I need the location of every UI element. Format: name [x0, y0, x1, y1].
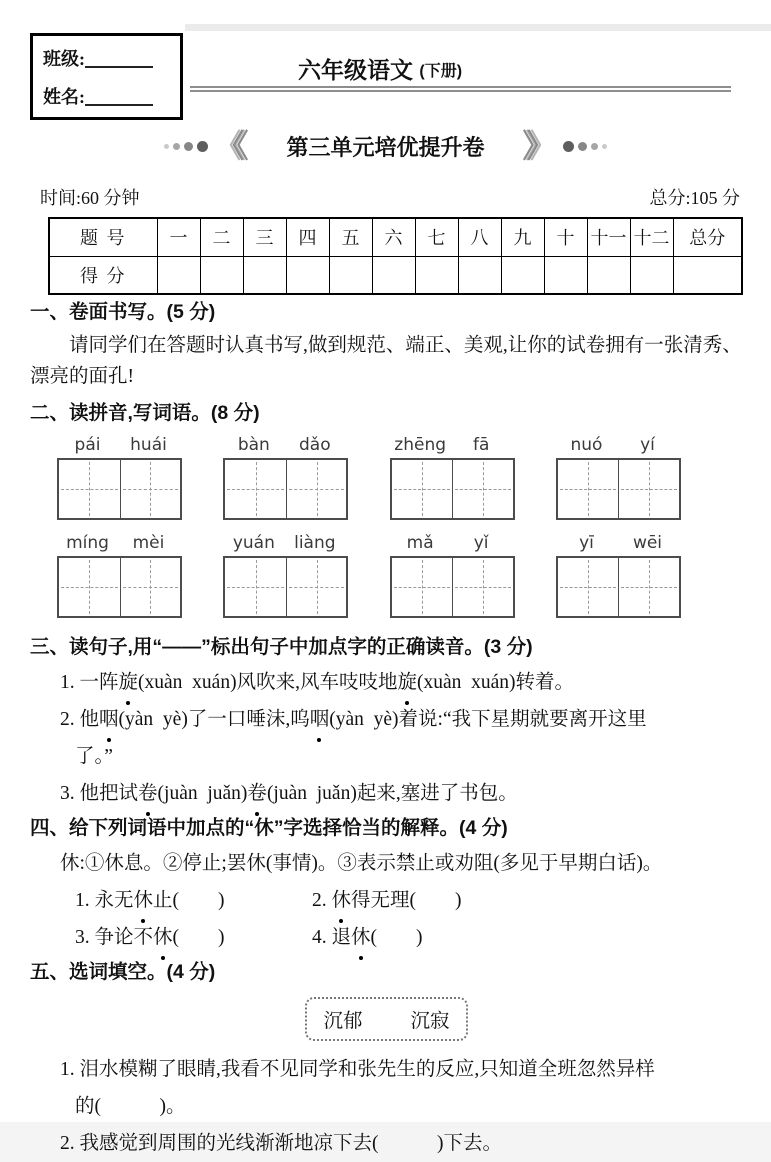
col-header: 五 [329, 218, 372, 256]
writing-cell [59, 558, 120, 616]
volume-label: (下册) [419, 63, 463, 80]
class-row [43, 45, 170, 71]
writing-cell [558, 558, 619, 616]
dot-icon [591, 143, 598, 150]
col-header: 十 [544, 218, 587, 256]
section2-heading: 二、读拼音,写词语。(8 分) [30, 402, 260, 424]
score-cell [157, 256, 200, 294]
sentence-item-2: 2. 他咽(yàn yè)了一口唾沫,呜咽(yàn yè)着说:“我下星期就要离开这里 [60, 701, 743, 738]
score-header: 得 分 [49, 256, 157, 294]
dot-icon [563, 141, 574, 152]
course-title: 六年级语文 (下册) [297, 57, 463, 83]
meta-row [40, 184, 740, 210]
name-row [43, 83, 170, 109]
section4-heading: 四、给下列词语中加点的“休”字选择恰当的解释。(4 分) [30, 817, 508, 839]
score-cell [544, 256, 587, 294]
writing-grid [223, 556, 348, 618]
banner-left-dots [164, 141, 208, 152]
scan-artifact-band [185, 24, 771, 31]
col-header: 七 [415, 218, 458, 256]
writing-grid [556, 458, 681, 520]
dot-icon [173, 143, 180, 150]
time-label: 时间:60 分钟 [40, 188, 140, 208]
writing-cell [225, 460, 286, 518]
writing-cell [558, 460, 619, 518]
word-choice-box-wrap [30, 997, 743, 1041]
exam-title: 第三单元培优提升卷 [286, 134, 485, 160]
pinyin-word-group [57, 435, 182, 520]
col-header: 二 [200, 218, 243, 256]
student-info-box [30, 33, 183, 120]
score-cell [458, 256, 501, 294]
pinyin-word-group [556, 533, 681, 618]
writing-cell [120, 558, 181, 616]
dotted-char: 休 [134, 882, 154, 919]
exam-title-banner [0, 130, 771, 162]
dot-icon [164, 144, 169, 149]
col-header: 八 [458, 218, 501, 256]
definition-item-4: 4. 退休( ) [312, 919, 743, 956]
pinyin-word-group [57, 533, 182, 618]
col-header: 十二 [630, 218, 673, 256]
writing-grid [390, 458, 515, 520]
name-blank-line [85, 88, 153, 106]
dotted-char: 休 [332, 882, 352, 919]
banner-right-dots [563, 141, 607, 152]
score-cell [630, 256, 673, 294]
col-header: 十一 [587, 218, 630, 256]
pinyin-word-group [390, 435, 515, 520]
score-cell [415, 256, 458, 294]
writing-grid [223, 458, 348, 520]
fill-item-1-wrap: 的( )。 [75, 1096, 186, 1117]
writing-cell [392, 558, 453, 616]
dotted-char: 旋 [397, 664, 417, 701]
pinyin-word-group [223, 533, 348, 618]
dot-icon [602, 144, 607, 149]
definition-item-2: 2. 休得无理( ) [312, 882, 743, 919]
pinyin-word-group [223, 435, 348, 520]
score-row [49, 256, 742, 294]
definition-item-1: 1. 永无休止( ) [75, 882, 312, 919]
score-cell [501, 256, 544, 294]
writing-grid [57, 458, 182, 520]
col-header: 总分 [673, 218, 742, 256]
writing-cell [120, 460, 181, 518]
writing-cell [286, 558, 347, 616]
col-header: 九 [501, 218, 544, 256]
class-label: 班级: [43, 49, 85, 69]
dotted-char: 休 [153, 919, 173, 956]
question-number-row [49, 218, 742, 256]
pinyin-labels: yuán liàng [232, 533, 336, 553]
section3-heading: 三、读句子,用“——”标出句子中加点字的正确读音。(3 分) [30, 636, 533, 658]
name-label: 姓名: [43, 87, 85, 107]
dotted-char: 卷 [247, 775, 267, 812]
qnum-header: 题 号 [49, 218, 157, 256]
section5-heading: 五、选词填空。(4 分) [30, 961, 216, 983]
score-table [48, 217, 743, 295]
sentence-item-1: 1. 一阵旋(xuàn xuán)风吹来,风车吱吱地旋(xuàn xuán)转着。 [60, 664, 743, 701]
pinyin-labels: míng mèi [66, 533, 165, 553]
dotted-char: 咽 [99, 701, 119, 738]
writing-cell [452, 460, 513, 518]
dotted-char: 旋 [119, 664, 139, 701]
section4-items [75, 882, 743, 956]
writing-grid [57, 556, 182, 618]
pinyin-word-group [556, 435, 681, 520]
sentence-item-2-wrap: 了。” [75, 746, 113, 767]
left-bracket-icon: 《 [216, 128, 249, 164]
writing-cell [59, 460, 120, 518]
section1-body: 请同学们在答题时认真书写,做到规范、端正、美观,让你的试卷拥有一张清秀、漂亮的面孔! [30, 335, 742, 387]
pinyin-row-1 [57, 435, 681, 520]
pinyin-labels: bàn dǎo [237, 435, 331, 455]
sentence-item-3: 3. 他把试卷(juàn juǎn)卷(juàn juǎn)起来,塞进了书包。 [60, 775, 743, 812]
pinyin-labels: nuó yí [570, 435, 655, 455]
score-cell [286, 256, 329, 294]
writing-cell [452, 558, 513, 616]
score-cell [200, 256, 243, 294]
pinyin-row-2 [57, 533, 681, 618]
score-cell [673, 256, 742, 294]
section1-heading: 一、卷面书写。(5 分) [30, 301, 216, 323]
writing-grid [556, 556, 681, 618]
pinyin-labels: mǎ yǐ [406, 533, 489, 553]
choice-word: 沉寂 [410, 1011, 450, 1032]
pinyin-word-group [390, 533, 515, 618]
pinyin-labels: zhēng fā [394, 435, 490, 455]
score-cell [372, 256, 415, 294]
pinyin-labels: yī wēi [579, 533, 663, 553]
fill-item-2: 2. 我感觉到周围的光线渐渐地凉下去( )下去。 [60, 1133, 502, 1154]
score-cell [329, 256, 372, 294]
col-header: 四 [286, 218, 329, 256]
choice-word: 沉郁 [323, 1011, 363, 1032]
writing-grid [390, 556, 515, 618]
dotted-char: 咽 [310, 701, 330, 738]
exam-body [30, 296, 743, 1162]
pinyin-labels: pái huái [74, 435, 167, 455]
writing-cell [225, 558, 286, 616]
definition-item-3: 3. 争论不休( ) [75, 919, 312, 956]
double-rule [190, 86, 731, 92]
dot-icon [578, 142, 587, 151]
dotted-char: 卷 [138, 775, 158, 812]
score-cell [243, 256, 286, 294]
writing-cell [392, 460, 453, 518]
col-header: 六 [372, 218, 415, 256]
class-blank-line [85, 50, 153, 68]
right-bracket-icon: 》 [522, 128, 555, 164]
fill-item-1: 1. 泪水模糊了眼睛,我看不见同学和张先生的反应,只知道全班忽然异样 [60, 1059, 655, 1080]
section4-definitions: 休:①休息。②停止;罢休(事情)。③表示禁止或劝阻(多见于早期白话)。 [60, 853, 663, 874]
dot-icon [184, 142, 193, 151]
writing-cell [618, 558, 679, 616]
col-header: 三 [243, 218, 286, 256]
total-score-label: 总分:105 分 [649, 188, 740, 208]
col-header: 一 [157, 218, 200, 256]
writing-cell [618, 460, 679, 518]
dot-icon [197, 141, 208, 152]
score-cell [587, 256, 630, 294]
dotted-char: 休 [351, 919, 371, 956]
writing-cell [286, 460, 347, 518]
word-choice-box [305, 997, 467, 1041]
